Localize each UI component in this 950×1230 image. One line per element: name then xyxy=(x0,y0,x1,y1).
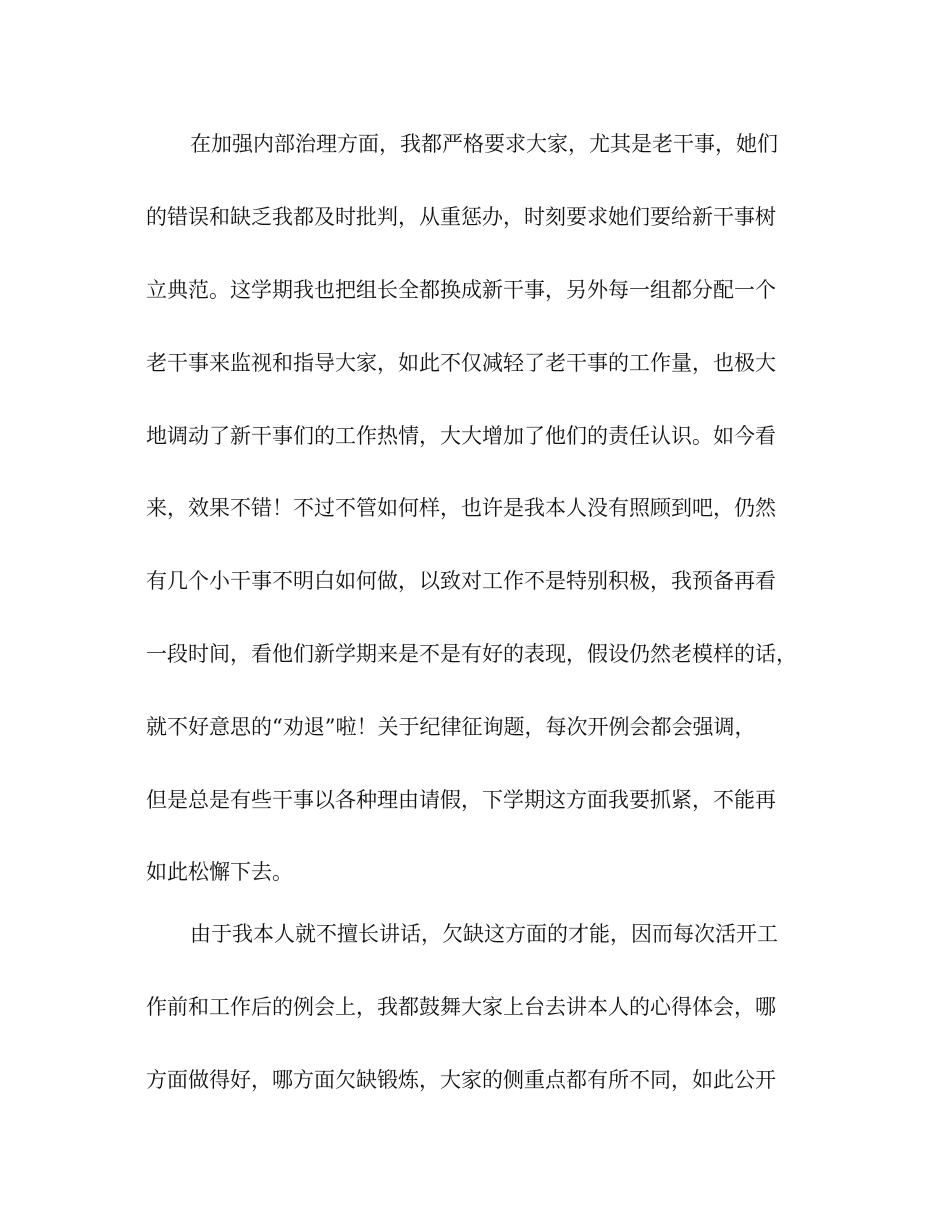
paragraph-2-line-2: 作前和工作后的例会上，我都鼓舞大家上台去讲本人的心得体会，哪 xyxy=(146,995,776,1019)
paragraph-1-line-4: 老干事来监视和指导大家，如此不仅减轻了老干事的工作量，也极大 xyxy=(146,351,776,375)
paragraph-2-line-3: 方面做得好，哪方面欠缺锻炼，大家的侧重点都有所不同，如此公开 xyxy=(146,1068,776,1092)
paragraph-1-line-9: 就不好意思的“劝退”啦！关于纪律征询题，每次开例会都会强调， xyxy=(146,715,756,739)
paragraph-1-line-1: 在加强内部治理方面，我都严格要求大家，尤其是老干事，她们 xyxy=(190,132,778,156)
paragraph-1-line-11: 如此松懈下去。 xyxy=(146,860,293,884)
paragraph-1-line-5: 地调动了新干事们的工作热情，大大增加了他们的责任认识。如今看 xyxy=(146,424,776,448)
paragraph-1-line-6: 来，效果不错！不过不管如何样，也许是我本人没有照顾到吧，仍然 xyxy=(146,496,776,520)
paragraph-1-line-8: 一段时间，看他们新学期来是不是有好的表现，假设仍然老模样的话， xyxy=(146,642,797,666)
paragraph-1-line-2: 的错误和缺乏我都及时批判，从重惩办，时刻要求她们要给新干事树 xyxy=(146,205,776,229)
paragraph-1-line-10: 但是总是有些干事以各种理由请假，下学期这方面我要抓紧，不能再 xyxy=(146,788,776,812)
paragraph-1-line-3: 立典范。这学期我也把组长全都换成新干事，另外每一组都分配一个 xyxy=(146,278,776,302)
paragraph-2-line-1: 由于我本人就不擅长讲话，欠缺这方面的才能，因而每次活开工 xyxy=(190,922,778,946)
paragraph-1-line-7: 有几个小干事不明白如何做，以致对工作不是特别积极，我预备再看 xyxy=(146,569,776,593)
